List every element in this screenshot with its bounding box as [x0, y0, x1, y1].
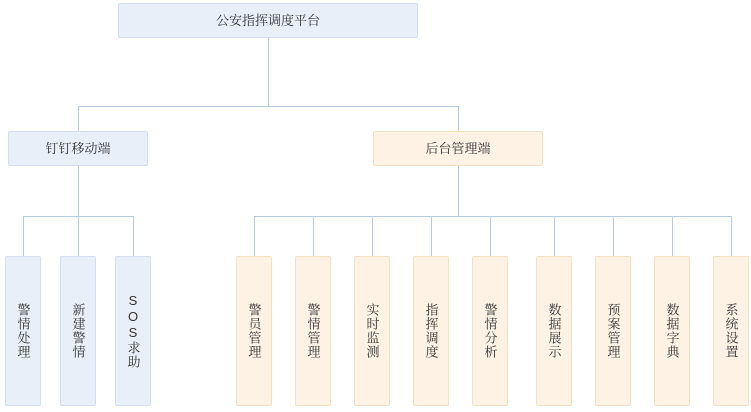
node-branch-admin: 后台管理端	[373, 131, 543, 166]
node-leaf-zhihuidiaodu: 指挥调度	[413, 256, 449, 406]
node-leaf-shujuzidian: 数据字典	[654, 256, 690, 406]
connector-leaf2-drop	[78, 216, 79, 256]
node-leaf-shujuzhanshi: 数据展示	[536, 256, 572, 406]
connector-leaf5-drop	[313, 216, 314, 256]
connector-level1-bar	[78, 106, 458, 107]
connector-leaf9-drop	[554, 216, 555, 256]
connector-leaf1-drop	[23, 216, 24, 256]
connector-branch2-bar	[254, 216, 731, 217]
node-leaf-xinjianjingqing: 新建警情	[60, 256, 96, 406]
connector-leaf7-drop	[431, 216, 432, 256]
node-leaf-shishijiance: 实时监测	[354, 256, 390, 406]
node-leaf-jingqingchuli: 警情处理	[5, 256, 41, 406]
node-branch-mobile: 钉钉移动端	[8, 131, 148, 166]
node-leaf-jingqingguanli: 警情管理	[295, 256, 331, 406]
connector-branch2-drop	[458, 106, 459, 131]
node-leaf-sosqiuzhu: SOS求助	[115, 256, 151, 406]
connector-leaf12-drop	[731, 216, 732, 256]
connector-root-stem	[268, 38, 269, 106]
connector-branch1-drop	[78, 106, 79, 131]
connector-leaf6-drop	[372, 216, 373, 256]
connector-branch2-stem	[458, 166, 459, 216]
node-leaf-jingyuanguanli: 警员管理	[236, 256, 272, 406]
connector-leaf3-drop	[133, 216, 134, 256]
connector-leaf8-drop	[490, 216, 491, 256]
connector-leaf10-drop	[613, 216, 614, 256]
node-leaf-yuanguanli: 预案管理	[595, 256, 631, 406]
connector-branch1-stem	[78, 166, 79, 216]
connector-leaf11-drop	[672, 216, 673, 256]
node-leaf-xitongshezhi: 系统设置	[713, 256, 749, 406]
node-leaf-jingqingfenxi: 警情分析	[472, 256, 508, 406]
node-root: 公安指挥调度平台	[118, 3, 418, 38]
connector-leaf4-drop	[254, 216, 255, 256]
